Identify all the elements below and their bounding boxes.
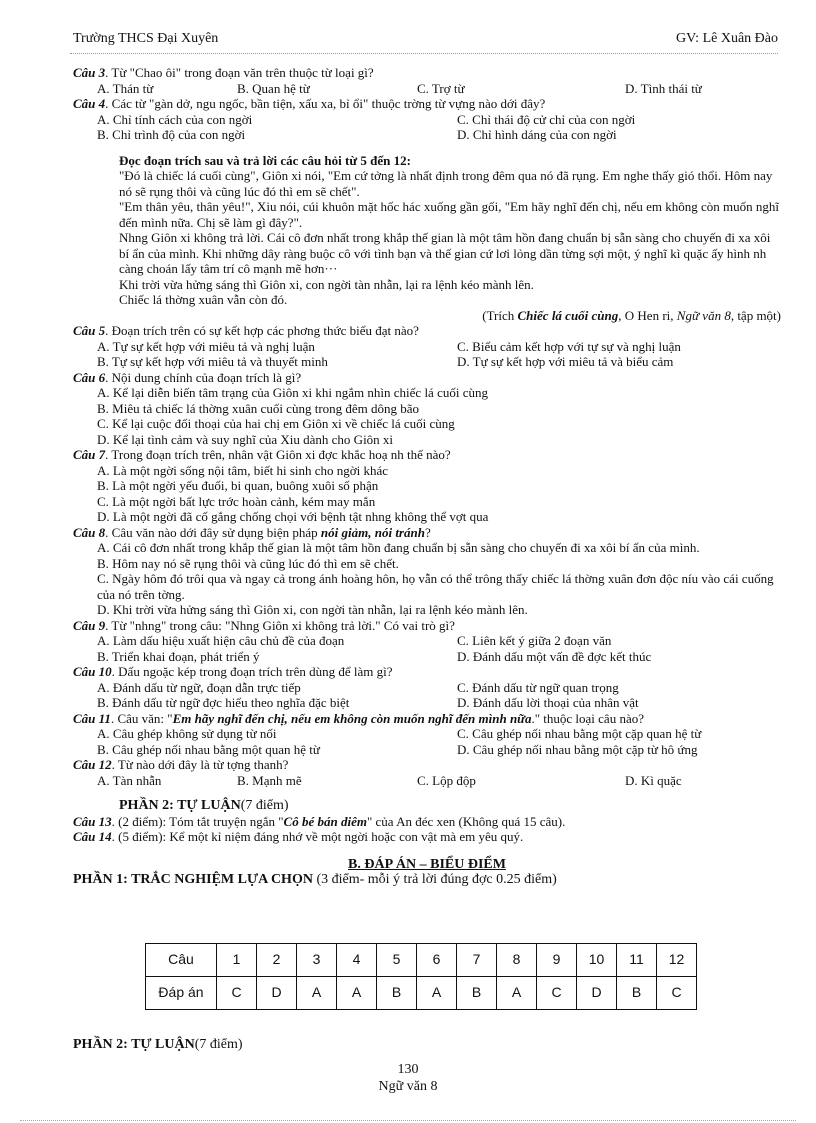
question-text: . Từ nào dới đây là từ tợng thanh? (111, 757, 289, 772)
answer-table-cell: 9 (537, 944, 577, 977)
option: A. Thán từ (97, 80, 154, 96)
question-12-options (73, 773, 781, 789)
school-name: Trường THCS Đại Xuyên (73, 31, 219, 46)
option: B. Đánh dấu từ ngữ đợc hiểu theo nghĩa đặc biệt (97, 695, 350, 710)
answer-table-cell: 1 (217, 944, 257, 977)
question-11-options (73, 726, 781, 757)
question-text: . Từ "nhng" trong câu: "Nhng Giôn xi không trả lời." Có vai trò gì? (105, 617, 455, 633)
answer-table-row-keys (146, 977, 697, 1010)
passage-heading: Đọc đoạn trích sau và trả lời các câu hỏi từ 5 đến 12: (119, 152, 411, 168)
question-10 (73, 664, 781, 680)
footer-divider (20, 1120, 796, 1121)
answer-table-cell: 6 (417, 944, 457, 977)
question-5-options (73, 339, 781, 370)
option: A. Làm dấu hiệu xuất hiện câu chủ đề của đoạn (97, 633, 345, 648)
question-text: ? (424, 524, 431, 540)
option: D. Chỉ hình dáng của con ngời (457, 127, 617, 142)
question-10-options (73, 680, 781, 711)
answer-table-cell: D (257, 977, 297, 1010)
option: C. Chỉ thái độ cử chỉ của con ngời (457, 111, 636, 127)
question-number: Câu 3 (73, 65, 106, 80)
question-text: . (5 điểm): Kể một kỉ niệm đáng nhớ về một ngời hoặc con vật mà em yêu quý. (111, 829, 524, 844)
answers-part-2-score: (7 điểm) (194, 1037, 243, 1052)
answer-table-cell: A (297, 977, 337, 1010)
answer-table-cell: C (217, 977, 257, 1010)
question-9 (73, 618, 781, 634)
answer-table-cell: A (497, 977, 537, 1010)
question-emphasis: Em hãy nghĩ đến chị, nếu em không còn muốn nghĩ đến mình nữa (172, 710, 532, 726)
option: B. Chỉ trình độ của con ngời (97, 127, 246, 142)
question-5 (73, 323, 781, 339)
answer-table-cell: 8 (497, 944, 537, 977)
option: D. Tình thái từ (625, 80, 702, 96)
question-4-options (73, 112, 781, 143)
option: A. Chỉ tính cách của con ngời (97, 111, 253, 127)
question-number: Câu 13 (73, 813, 112, 829)
source-text: (Trích (482, 307, 518, 323)
source-text: , tập một) (730, 307, 781, 323)
answer-table-cell: B (377, 977, 417, 1010)
question-4 (73, 96, 781, 112)
part-2-title: PHẦN 2: TỰ LUẬN (119, 798, 241, 813)
option: C. Đánh dấu từ ngữ quan trọng (457, 679, 619, 695)
answer-table-cell: 12 (657, 944, 697, 977)
answer-table-cell: 3 (297, 944, 337, 977)
question-number: Câu 4 (73, 96, 106, 111)
question-text: . Trong đoạn trích trên, nhân vật Giôn xi đợc khắc hoạ nh thế nào? (105, 447, 451, 462)
option: A. Câu ghép không sử dụng từ nối (97, 726, 277, 741)
answer-table-cell: 5 (377, 944, 417, 977)
option: B. Quan hệ từ (237, 80, 310, 96)
part-2-score: (7 điểm) (240, 798, 289, 813)
question-emphasis: Cô bé bán diêm (283, 813, 367, 829)
question-7-options (73, 463, 781, 525)
passage-line: Khi trời vừa hửng sáng thì Giôn xi, con ngời tàn nhẫn, lại ra lệnh kéo mành lên. (119, 276, 534, 292)
answer-table-row-questions (146, 944, 697, 977)
source-work: Chiếc lá cuối cùng (517, 307, 619, 323)
source-book: Ngữ văn 8 (676, 307, 731, 323)
answer-table-header: Câu (146, 944, 217, 977)
question-text: . Câu văn: " (110, 710, 173, 726)
answer-table-cell: D (577, 977, 617, 1010)
question-13 (73, 814, 781, 830)
question-6-options (73, 385, 781, 447)
exam-content (73, 65, 781, 888)
answer-table-cell: B (617, 977, 657, 1010)
passage-source (119, 308, 781, 324)
option: D. Kể lại tình cảm và suy nghĩ của Xiu dành cho Giôn xi (97, 431, 394, 447)
header-divider (70, 53, 778, 54)
question-number: Câu 10 (73, 664, 112, 679)
answer-table-cell: C (657, 977, 697, 1010)
option: A. Cái cô đơn nhất trong khắp thế gian là một tâm hồn đang chuẩn bị sẵn sàng cho chuyến đi xa xôi bí ẩn của mình. (97, 540, 700, 555)
source-text: , O Hen ri, (618, 307, 677, 323)
option: D. Là một ngời đã cố gắng chống chọi với bệnh tật nhng không thể vợt qua (97, 509, 489, 524)
question-8-options (73, 540, 781, 618)
footer-subject: Ngữ văn 8 (378, 1079, 438, 1094)
answers-part-1-heading (73, 872, 781, 888)
answers-part-1-title: PHẦN 1: TRẮC NGHIỆM LỰA CHỌN (73, 872, 313, 887)
passage-line: "Đó là chiếc lá cuối cùng", Giôn xi nói, "Em cứ tởng là nhất định trong đêm qua nó đã rụng. Em nghe thấy gió thổi. Hôm nay nó sẽ rụng thôi và cũng lúc đó thì em sẽ chết". (119, 168, 773, 199)
answer-table-cell: 10 (577, 944, 617, 977)
question-text: . Từ "Chao ôi" trong đoạn văn trên thuộc từ loại gì? (105, 65, 374, 80)
option: B. Là một ngời yếu đuối, bi quan, buông xuôi số phận (97, 478, 379, 493)
question-text: . Câu văn nào dới đây sử dụng biện pháp (105, 524, 321, 540)
option: A. Kể lại diễn biến tâm trạng của Giôn xi khi ngắm nhìn chiếc lá cuối cùng (97, 385, 488, 400)
answer-table-cell: A (417, 977, 457, 1010)
option: B. Miêu tả chiếc lá thờng xuân cuối cùng trong đêm dông bão (97, 400, 420, 416)
option: C. Trợ từ (417, 80, 465, 96)
question-number: Câu 8 (73, 524, 106, 540)
question-text: . Các từ "gàn dở, ngu ngốc, bần tiện, xấu xa, bỉ ổi" thuộc trờng từ vựng nào dới đây? (105, 96, 546, 111)
question-9-options (73, 633, 781, 664)
question-text: . Đoạn trích trên có sự kết hợp các phơng thức biểu đạt nào? (105, 323, 419, 338)
question-number: Câu 9 (73, 617, 106, 633)
question-text: ." thuộc loại câu nào? (531, 710, 644, 726)
answer-table-cell: A (337, 977, 377, 1010)
option: D. Đánh dấu lời thoại của nhân vật (457, 695, 639, 710)
question-7 (73, 447, 781, 463)
option: B. Triển khai đoạn, phát triển ý (97, 648, 260, 664)
question-14 (73, 829, 781, 845)
reading-passage (73, 153, 781, 324)
question-12 (73, 757, 781, 773)
question-number: Câu 6 (73, 369, 106, 385)
page-footer (0, 1061, 816, 1095)
teacher-name: GV: Lê Xuân Đào (676, 31, 778, 46)
option: C. Câu ghép nối nhau bằng một cặp quan hệ từ (457, 726, 702, 741)
option: C. Lộp độp (417, 772, 476, 788)
question-number: Câu 14 (73, 829, 112, 844)
question-3-options (73, 81, 781, 97)
option: D. Kì quặc (625, 772, 682, 788)
option: C. Kể lại cuộc đối thoại của hai chị em Giôn xi về chiếc lá cuối cùng (97, 416, 455, 431)
part-2-heading (119, 798, 781, 814)
option: D. Khi trời vừa hửng sáng thì Giôn xi, con ngời tàn nhẫn, lại ra lệnh kéo mành lên. (97, 602, 528, 617)
answer-table-header: Đáp án (146, 977, 217, 1010)
option: D. Tự sự kết hợp với miêu tả và biểu cảm (457, 354, 674, 369)
passage-line: Nhng Giôn xi không trả lời. Cái cô đơn nhất trong khắp thế gian là một tâm hồn đang chuẩn bị sẵn sàng cho chuyến đi xa xôi bí ẩn của mình. Khi những dây ràng buộc cô với tình bạn và thế gian cứ lơi lỏng dần từng sợi một, ý nghĩ kì quặc ấy hình nh càng choán lấy tâm trí cô mạnh mẽ hơn··· (119, 230, 771, 276)
option: A. Đánh dấu từ ngữ, đoạn dẫn trực tiếp (97, 679, 301, 695)
answer-key-table (145, 943, 697, 1010)
option: A. Tàn nhẫn (97, 772, 162, 788)
answers-part-1-note: (3 điểm- mỗi ý trả lời đúng đợc 0.25 điểm) (316, 872, 557, 887)
option: D. Đánh dấu một vấn đề đợc kết thúc (457, 648, 652, 664)
page-number: 130 (397, 1062, 419, 1077)
question-6 (73, 370, 781, 386)
option: A. Tự sự kết hợp với miêu tả và nghị luận (97, 338, 315, 354)
question-11 (73, 711, 781, 727)
question-emphasis: nói giảm, nói tránh (320, 524, 425, 540)
option: B. Mạnh mẽ (237, 772, 302, 788)
answer-table-cell: 11 (617, 944, 657, 977)
option: C. Biểu cảm kết hợp với tự sự và nghị luận (457, 338, 681, 354)
passage-line: Chiếc lá thờng xuân vẫn còn đó. (119, 292, 288, 307)
question-number: Câu 5 (73, 323, 106, 338)
answers-part-2-heading (73, 1037, 243, 1053)
option: C. Là một ngời bất lực trớc hoàn cảnh, kém may mắn (97, 493, 376, 509)
question-number: Câu 7 (73, 447, 106, 462)
question-8 (73, 525, 781, 541)
option: C. Ngày hôm đó trôi qua và ngay cả trong ánh hoàng hôn, họ vẫn có thể trông thấy chiếc lá thờng xuân đơn độc níu vào cái cuống của nó trên tờng. (97, 571, 774, 602)
question-text: . (2 điểm): Tóm tắt truyện ngắn " (111, 813, 284, 829)
answers-part-2-title: PHẦN 2: TỰ LUẬN (73, 1037, 195, 1052)
option: D. Câu ghép nối nhau bằng một cặp từ hô ứng (457, 741, 698, 757)
question-text: . Nội dung chính của đoạn trích là gì? (105, 369, 302, 385)
question-text: . Dấu ngoặc kép trong đoạn trích trên dùng để làm gì? (111, 664, 393, 679)
question-number: Câu 12 (73, 757, 112, 772)
answers-title: B. ĐÁP ÁN – BIỂU ĐIỂM (348, 856, 506, 872)
answer-table-cell: 4 (337, 944, 377, 977)
option: B. Câu ghép nối nhau bằng một quan hệ từ (97, 741, 320, 757)
answer-table-cell: C (537, 977, 577, 1010)
answer-table-cell: 2 (257, 944, 297, 977)
passage-line: "Em thân yêu, thân yêu!", Xiu nói, cúi khuôn mặt hốc hác xuống gần gối, "Em hãy nghĩ đến chị, nếu em không còn muốn nghĩ đến mình nữa. Chị sẽ làm gì đây?". (119, 199, 780, 230)
option: B. Hôm nay nó sẽ rụng thôi và cũng lúc đó thì em sẽ chết. (97, 555, 399, 571)
answer-table-cell: 7 (457, 944, 497, 977)
question-number: Câu 11 (73, 710, 111, 726)
option: A. Là một ngời sống nội tâm, biết hi sinh cho ngời khác (97, 462, 389, 478)
question-3 (73, 65, 781, 81)
answer-table-cell: B (457, 977, 497, 1010)
option: B. Tự sự kết hợp với miêu tả và thuyết minh (97, 354, 328, 369)
option: C. Liên kết ý giữa 2 đoạn văn (457, 633, 612, 648)
question-text: " của An đéc xen (Không quá 15 câu). (366, 813, 566, 829)
